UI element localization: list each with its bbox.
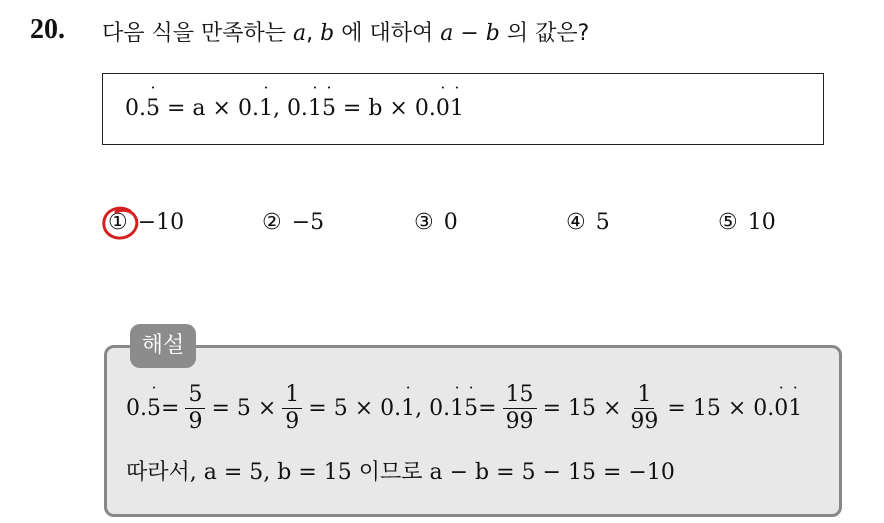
choice-value: −10 (137, 210, 185, 235)
sol-korean-text: 따라서 (126, 460, 190, 485)
choice-mark: ① (108, 210, 128, 235)
solution-line-2 (126, 455, 675, 486)
denominator: 9 (285, 408, 300, 434)
choice-mark: ④ (566, 210, 586, 235)
numerator: 1 (634, 382, 654, 409)
sol-part: = 15 × (542, 395, 622, 421)
equation-box (102, 73, 824, 145)
choice-5[interactable] (718, 210, 776, 235)
choice-value: −5 (291, 210, 325, 235)
question-expression: a − b (440, 21, 500, 46)
repeating-digit: 1 ˙ (450, 96, 464, 121)
given-equation (125, 96, 464, 121)
choice-mark: ② (262, 210, 282, 235)
repeating-digit: 1 ˙ (259, 96, 273, 121)
sol-part: = (478, 395, 497, 421)
question-text-part: 에 대하여 (334, 21, 441, 46)
answer-circle-icon (100, 205, 142, 243)
solution-line-1 (126, 378, 802, 438)
sol-korean-text: 이므로 (358, 460, 423, 485)
solution-tab: 해설 (130, 324, 196, 368)
question-text-part: 의 값은? (499, 21, 590, 46)
eq-part: 0. (125, 96, 146, 121)
denominator: 9 (188, 408, 203, 434)
eq-part: = a × 0. (160, 96, 259, 121)
denominator: 99 (505, 408, 534, 434)
fraction (282, 382, 302, 435)
question-text (102, 16, 589, 47)
numerator: 1 (282, 382, 302, 409)
choice-mark: ③ (414, 210, 434, 235)
choice-value: 10 (747, 210, 776, 235)
eq-part: = b × 0. (335, 96, 436, 121)
sol-math: , a = 5, b = 15 (189, 460, 359, 485)
repeating-digit: 0 ˙ (774, 396, 788, 421)
numerator: 5 (185, 382, 205, 409)
repeating-digit: 1 ˙ (308, 96, 322, 121)
sol-part: , 0. (415, 395, 451, 421)
question-text-part: , (306, 21, 321, 46)
var-a: a (293, 21, 307, 46)
sol-part: = 5 × (211, 395, 277, 421)
repeating-digit: 1 ˙ (401, 396, 415, 421)
question-text-part: 다음 식을 만족하는 (102, 21, 293, 46)
repeating-digit: 1 ˙ (450, 396, 464, 421)
choice-value: 0 (443, 210, 458, 235)
sol-part: = (161, 395, 180, 421)
choice-2[interactable] (262, 210, 324, 235)
repeating-digit: 5 ˙ (322, 96, 336, 121)
var-b: b (320, 21, 335, 46)
question-number: 20. (30, 14, 65, 45)
sol-part: = 5 × 0. (308, 395, 402, 421)
numerator: 15 (503, 382, 537, 409)
fraction (503, 382, 537, 435)
fraction (185, 382, 205, 435)
choice-value: 5 (595, 210, 610, 235)
repeating-digit: 0 ˙ (436, 96, 450, 121)
sol-part: = 15 × 0. (667, 395, 775, 421)
repeating-digit: 1 ˙ (788, 396, 802, 421)
denominator: 99 (630, 408, 659, 434)
eq-part: , 0. (272, 96, 308, 121)
repeating-digit: 5 ˙ (146, 96, 160, 121)
choice-mark: ⑤ (718, 210, 738, 235)
repeating-digit: 5 ˙ (147, 396, 161, 421)
fraction (627, 382, 661, 435)
choice-3[interactable] (414, 210, 458, 235)
sol-part: 0. (126, 395, 147, 421)
choice-4[interactable] (566, 210, 610, 235)
repeating-digit: 5 ˙ (464, 396, 478, 421)
sol-math: a − b = 5 − 15 = −10 (422, 460, 675, 485)
